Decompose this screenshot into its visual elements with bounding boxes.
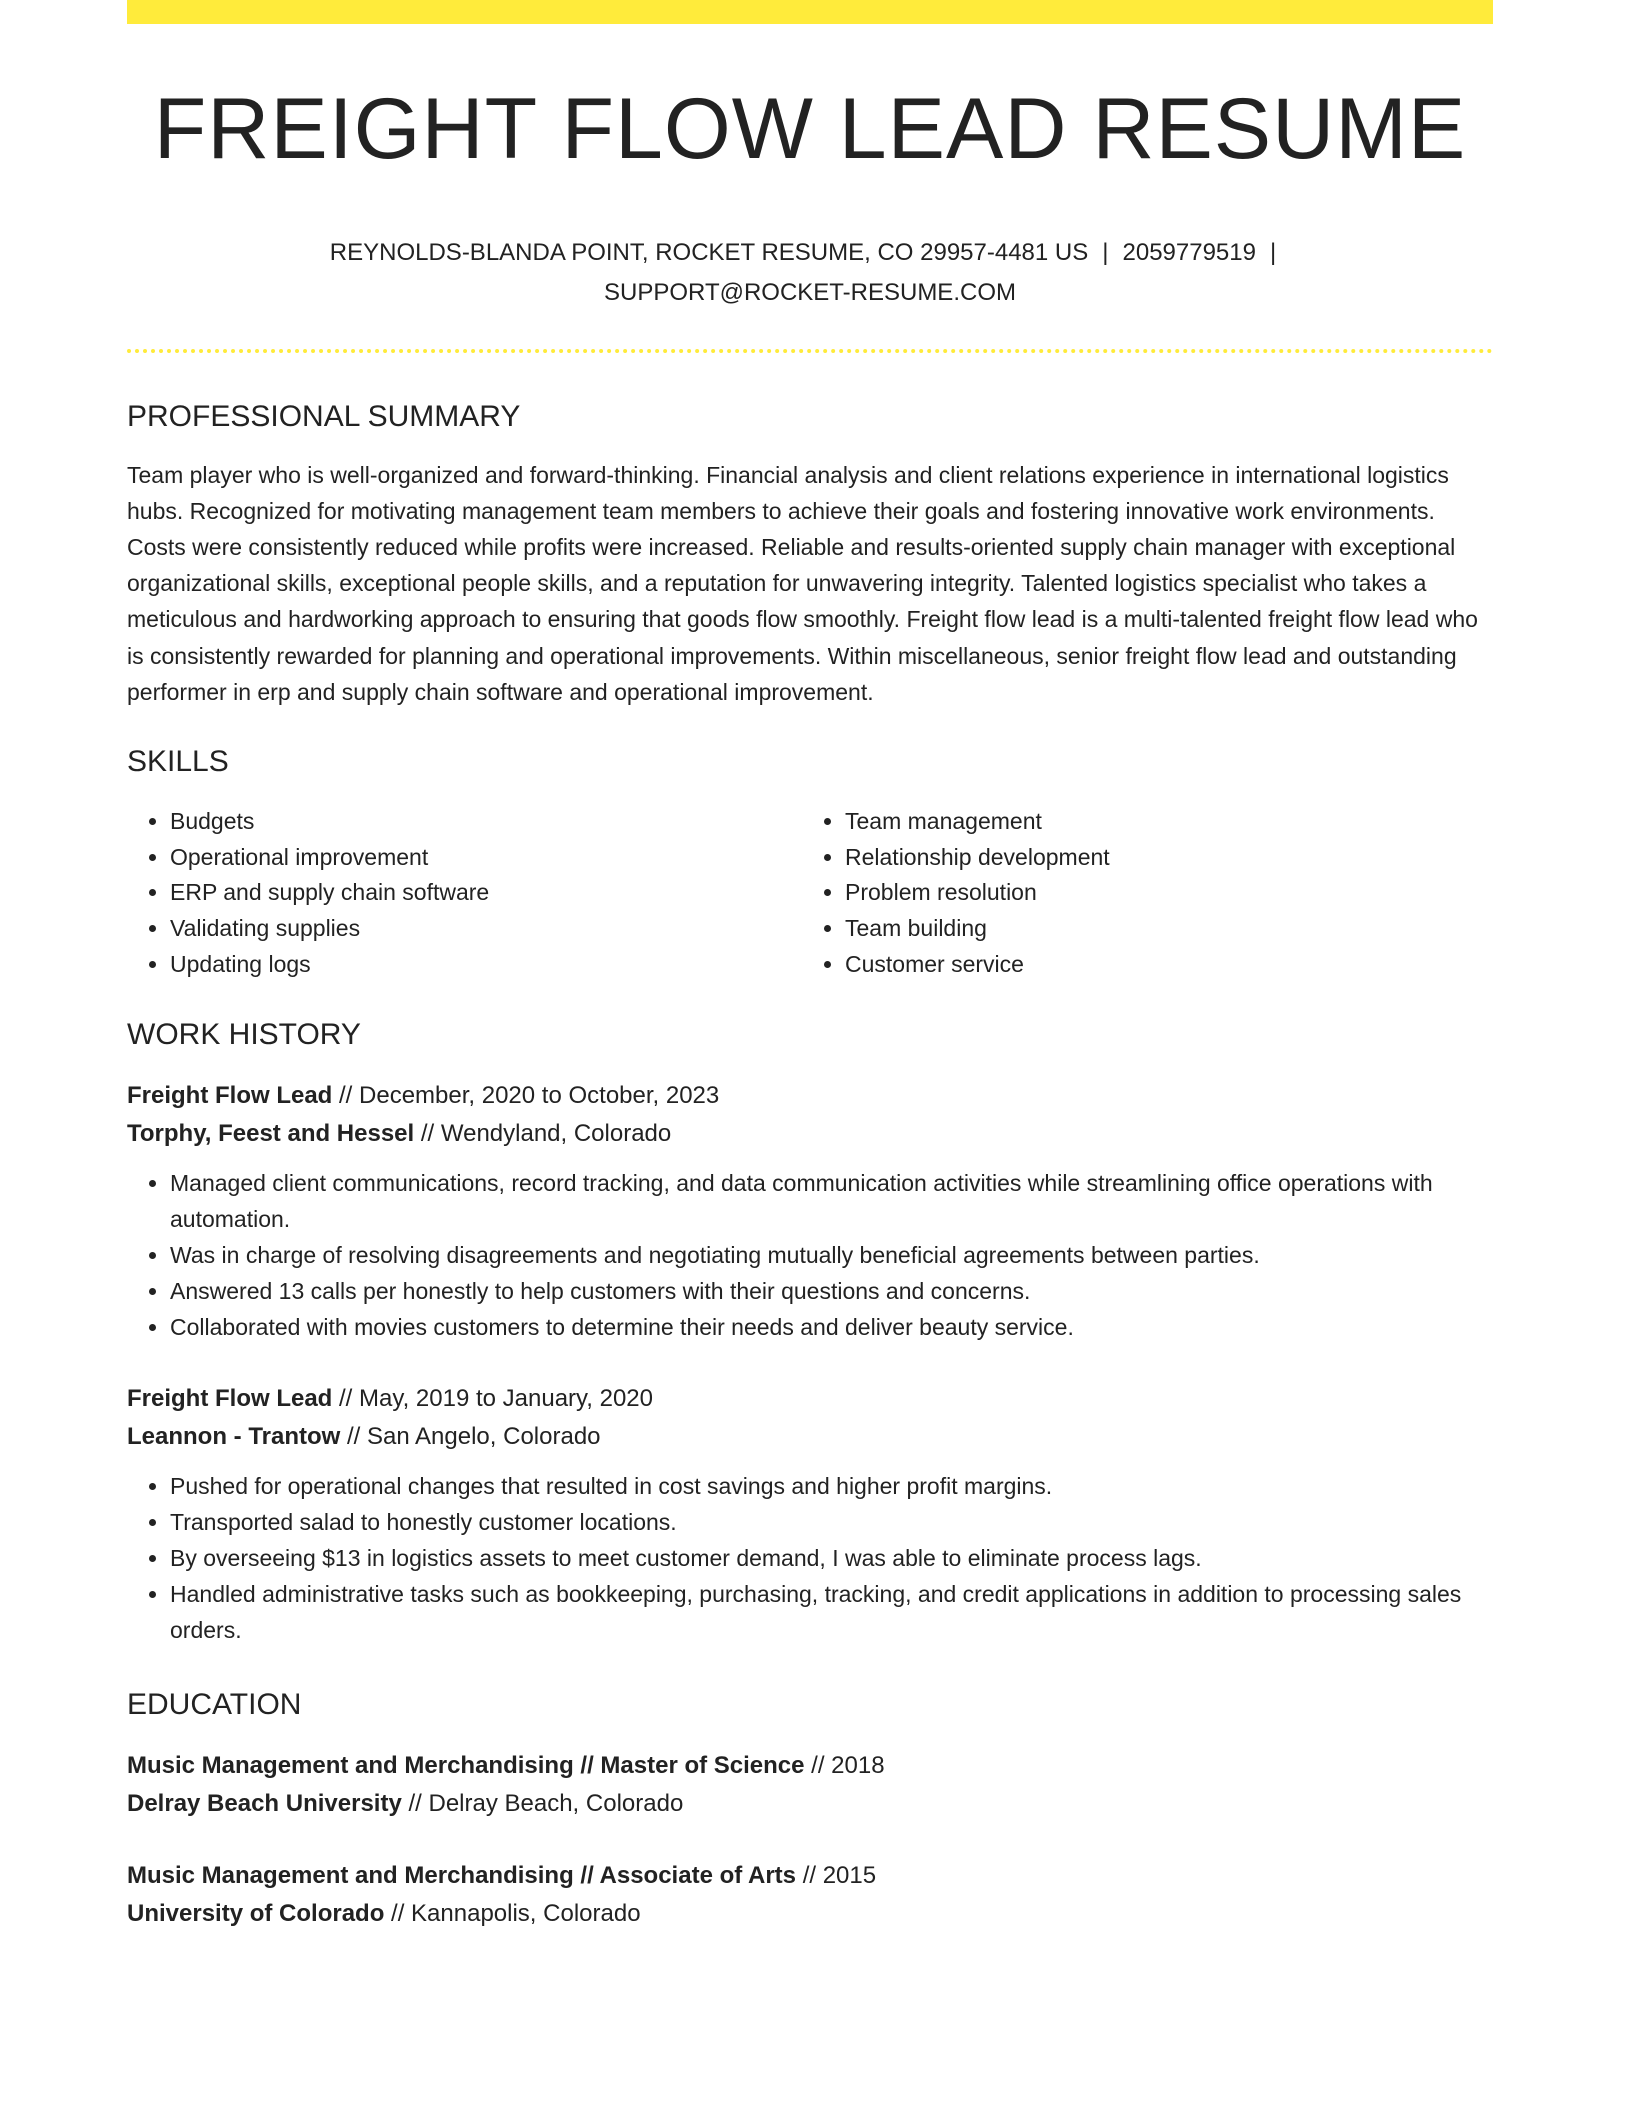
- skills-column-right: [800, 804, 1475, 983]
- education-year: // 2018: [811, 1751, 885, 1779]
- job-bullet: • Handled administrative tasks such as bookkeeping, purchasing, tracking, and credit applications in addition to processing sales orders.: [170, 1576, 1510, 1648]
- job-bullet: • Was in charge of resolving disagreements and negotiating mutually beneficial agreements between parties.: [170, 1237, 1510, 1273]
- job-bullet: • Collaborated with movies customers to determine their needs and deliver beauty service.: [170, 1309, 1510, 1345]
- job-role: Freight Flow Lead: [127, 1081, 333, 1109]
- accent-top-bar: [127, 0, 1493, 24]
- job-company: Torphy, Feest and Hessel: [127, 1119, 415, 1147]
- education-school-line: [127, 1785, 1493, 1823]
- job-bullet: • Pushed for operational changes that resulted in cost savings and higher profit margins.: [170, 1468, 1510, 1504]
- skill-item: • Team management: [845, 804, 1475, 840]
- education-school-line: [127, 1895, 1493, 1933]
- dotted-divider: [127, 349, 1493, 353]
- education-year: // 2015: [802, 1861, 877, 1889]
- summary-heading: PROFESSIONAL SUMMARY: [127, 399, 521, 433]
- job-bullet: • Answered 13 calls per honestly to help customers with their questions and concerns.: [170, 1273, 1510, 1309]
- job-bullet: • Managed client communications, record tracking, and data communication activities while streamlining office operations with automation.: [170, 1165, 1510, 1237]
- job-location: // San Angelo, Colorado: [347, 1422, 601, 1450]
- education-degree-line: [127, 1747, 1493, 1785]
- contact-phone: 2059779519: [1122, 238, 1256, 266]
- skills-list: [127, 804, 1493, 983]
- job-bullet: • Transported salad to honestly customer locations.: [170, 1504, 1510, 1540]
- skill-item: • Relationship development: [845, 840, 1475, 876]
- job-dates: // December, 2020 to October, 2023: [339, 1081, 720, 1109]
- contact-info: [305, 233, 1315, 313]
- education-location: // Delray Beach, Colorado: [408, 1789, 684, 1817]
- work-history-heading: WORK HISTORY: [127, 1017, 361, 1051]
- skill-item: • Team building: [845, 911, 1475, 947]
- skill-item: • Problem resolution: [845, 875, 1475, 911]
- education-school: Delray Beach University: [127, 1789, 402, 1817]
- skills-column-left: [127, 804, 800, 983]
- job-entry: [127, 1380, 1493, 1649]
- skill-item: • Operational improvement: [170, 840, 800, 876]
- resume-page: [127, 0, 1493, 1933]
- education-entry: [127, 1857, 1493, 1933]
- contact-address: REYNOLDS-BLANDA POINT, ROCKET RESUME, CO 29957-4481 US: [329, 238, 1089, 266]
- skill-item: • ERP and supply chain software: [170, 875, 800, 911]
- job-location: // Wendyland, Colorado: [420, 1119, 672, 1147]
- job-bullets: [127, 1165, 1510, 1346]
- job-dates: // May, 2019 to January, 2020: [339, 1384, 653, 1412]
- job-entry: [127, 1077, 1493, 1346]
- summary-text: Team player who is well-organized and forward-thinking. Financial analysis and client relations experience in international logistics hubs. Recognized for motivating management team members to achieve their goals and fostering innovative work environments. Costs were consistently reduced while profits were increased. Reliable and results-oriented supply chain manager with exceptional organizational skills, exceptional people skills, and a reputation for unwavering integrity. Talented logistics specialist who takes a meticulous and hardworking approach to ensuring that goods flow smoothly. Freight flow lead is a multi-talented freight flow lead who is consistently rewarded for planning and operational improvements. Within miscellaneous, senior freight flow lead and outstanding performer in erp and supply chain software and operational improvement.: [127, 461, 1478, 705]
- education-school: University of Colorado: [127, 1899, 385, 1927]
- job-bullets: [127, 1468, 1510, 1649]
- skill-item: • Validating supplies: [170, 911, 800, 947]
- job-company: Leannon - Trantow: [127, 1422, 341, 1450]
- job-role-line: [127, 1077, 1493, 1115]
- skill-item: • Updating logs: [170, 947, 800, 983]
- contact-separator: |: [1102, 238, 1109, 266]
- education-degree: Music Management and Merchandising // Associate of Arts: [127, 1861, 797, 1889]
- job-company-line: [127, 1418, 1493, 1456]
- skill-item: • Budgets: [170, 804, 800, 840]
- skills-heading: SKILLS: [127, 745, 229, 779]
- skill-item: • Customer service: [845, 947, 1475, 983]
- job-company-line: [127, 1115, 1493, 1153]
- education-degree: Music Management and Merchandising // Master of Science: [127, 1751, 805, 1779]
- education-entry: [127, 1747, 1493, 1823]
- contact-separator: |: [1269, 238, 1277, 266]
- job-bullet: • By overseeing $13 in logistics assets to meet customer demand, I was able to eliminate process lags.: [170, 1540, 1510, 1576]
- job-role: Freight Flow Lead: [127, 1384, 333, 1412]
- education-degree-line: [127, 1857, 1493, 1895]
- education-location: // Kannapolis, Colorado: [391, 1899, 641, 1927]
- education-heading: EDUCATION: [127, 1687, 302, 1721]
- contact-email: SUPPORT@ROCKET-RESUME.COM: [604, 278, 1016, 306]
- job-role-line: [127, 1380, 1493, 1418]
- resume-title: FREIGHT FLOW LEAD RESUME: [153, 81, 1467, 177]
